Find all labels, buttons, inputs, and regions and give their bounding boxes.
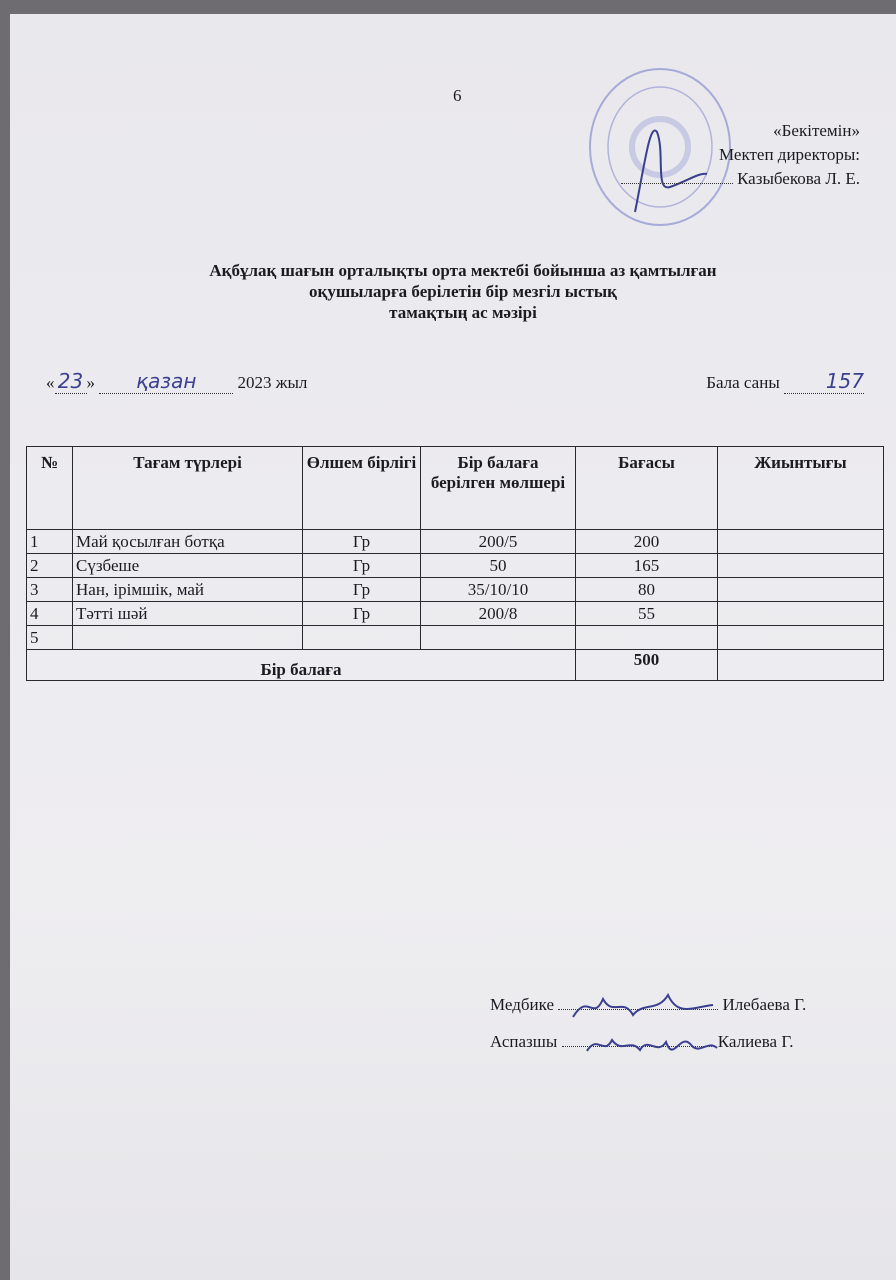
title-line3: тамақтың ас мәзірі [389, 303, 537, 322]
header-cell: Тағам түрлері [73, 447, 303, 530]
cook-name: Калиева Г. [717, 1032, 794, 1051]
nurse-role: Медбике [490, 995, 554, 1014]
menu-table [26, 446, 884, 681]
amount: 50 [421, 554, 576, 578]
title-line1: Ақбұлақ шағын орталықты орта мектебі бойынша аз қамтылған [209, 261, 717, 280]
quote-open: « [46, 373, 55, 392]
unit: Гр [303, 602, 421, 626]
price: 165 [576, 554, 718, 578]
dish-name [73, 626, 303, 650]
date-line [46, 369, 307, 394]
header-cell: Бағасы [576, 447, 718, 530]
table-row [27, 554, 884, 578]
unit: Гр [303, 554, 421, 578]
title-line2: оқушыларға берілетін бір мезгіл ыстық [309, 282, 617, 301]
row-number: 1 [27, 530, 73, 554]
children-count [706, 369, 864, 394]
cook-signature [562, 1046, 714, 1047]
amount: 35/10/10 [421, 578, 576, 602]
dish-name: Нан, ірімшік, май [73, 578, 303, 602]
cook-signature-line [490, 1032, 793, 1052]
dish-name: Май қосылған ботқа [73, 530, 303, 554]
header-cell: Бір балаға берілген мөлшері [421, 447, 576, 530]
approval-line1: «Бекітемін» [773, 121, 860, 140]
approval-name-line [621, 167, 860, 191]
footer-label: Бір балаға [27, 650, 576, 681]
unit: Гр [303, 530, 421, 554]
nurse-name: Илебаева Г. [722, 995, 807, 1014]
date-day: 23 [55, 369, 87, 394]
quote-close: » [86, 373, 95, 392]
total [718, 626, 884, 650]
table-row [27, 626, 884, 650]
unit: Гр [303, 578, 421, 602]
table-row [27, 602, 884, 626]
header-cell: № [27, 447, 73, 530]
footer-price: 500 [576, 650, 718, 681]
dish-name: Тәтті шәй [73, 602, 303, 626]
cook-role: Аспазшы [490, 1032, 558, 1051]
amount: 200/8 [421, 602, 576, 626]
nurse-signature [558, 1009, 718, 1010]
approval-line2: Мектеп директоры: [719, 145, 860, 164]
header-cell: Өлшем бірлігі [303, 447, 421, 530]
dish-name: Сүзбеше [73, 554, 303, 578]
footer-total [718, 650, 884, 681]
date-month: қазан [99, 369, 233, 394]
price: 80 [576, 578, 718, 602]
document-page [10, 14, 896, 1280]
price: 55 [576, 602, 718, 626]
amount: 200/5 [421, 530, 576, 554]
children-count-value: 157 [784, 369, 864, 394]
nurse-signature-line [490, 995, 806, 1015]
row-number: 5 [27, 626, 73, 650]
total [718, 554, 884, 578]
row-number: 2 [27, 554, 73, 578]
row-number: 3 [27, 578, 73, 602]
document-title [10, 260, 896, 323]
children-count-label: Бала саны [706, 373, 780, 392]
nurse-signature-mark [568, 987, 718, 1027]
header-cell: Жиынтығы [718, 447, 884, 530]
price: 200 [576, 530, 718, 554]
approval-block [621, 119, 860, 191]
unit [303, 626, 421, 650]
date-year: 2023 жыл [237, 373, 308, 392]
total [718, 578, 884, 602]
row-number: 4 [27, 602, 73, 626]
table-footer-row [27, 650, 884, 681]
table-row [27, 578, 884, 602]
total [718, 602, 884, 626]
page-number: 6 [453, 86, 462, 105]
table-row [27, 530, 884, 554]
price [576, 626, 718, 650]
table-header-row [27, 447, 884, 530]
cook-signature-mark [582, 1026, 722, 1070]
amount [421, 626, 576, 650]
director-name: Казыбекова Л. Е. [737, 169, 860, 188]
total [718, 530, 884, 554]
